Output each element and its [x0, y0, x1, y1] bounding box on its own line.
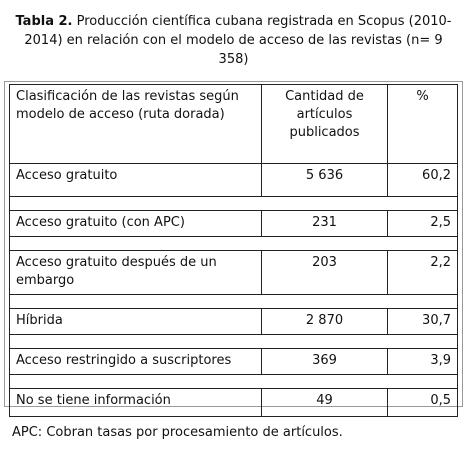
row-count: 203 [262, 251, 388, 295]
row-count: 49 [262, 389, 388, 417]
row-label: Acceso gratuito (con APC) [10, 211, 262, 237]
table-row [10, 309, 458, 335]
data-table [9, 84, 458, 417]
row-percent: 60,2 [388, 164, 458, 197]
row-count: 2 870 [262, 309, 388, 335]
header-classification: Clasificación de las revistas según modelo de acceso (ruta dorada) [10, 85, 262, 164]
row-percent: 0,5 [388, 389, 458, 417]
row-percent: 30,7 [388, 309, 458, 335]
row-label: Híbrida [10, 309, 262, 335]
row-percent: 2,5 [388, 211, 458, 237]
row-spacer [10, 335, 458, 349]
footnote: APC: Cobran tasas por procesamiento de artículos. [12, 425, 343, 440]
row-percent: 3,9 [388, 349, 458, 375]
table-row [10, 211, 458, 237]
caption-label: Tabla 2. [15, 14, 73, 29]
row-spacer [10, 197, 458, 211]
table-row [10, 164, 458, 197]
table-row [10, 389, 458, 417]
table-row [10, 251, 458, 295]
row-count: 5 636 [262, 164, 388, 197]
row-count: 369 [262, 349, 388, 375]
row-percent: 2,2 [388, 251, 458, 295]
table-row [10, 349, 458, 375]
row-label: Acceso restringido a suscriptores [10, 349, 262, 375]
table-caption [10, 12, 457, 69]
caption-text: Producción científica cubana registrada en Scopus (2010-2014) en relación con el modelo de acceso de las revistas (n= 9 358) [24, 14, 452, 67]
header-count: Cantidad de artículos publicados [262, 85, 388, 164]
header-row [10, 85, 458, 164]
header-percent: % [388, 85, 458, 164]
row-count: 231 [262, 211, 388, 237]
row-spacer [10, 375, 458, 389]
row-label: Acceso gratuito [10, 164, 262, 197]
row-spacer [10, 295, 458, 309]
row-spacer [10, 237, 458, 251]
row-label: Acceso gratuito después de un embargo [10, 251, 262, 295]
row-label: No se tiene información [10, 389, 262, 417]
